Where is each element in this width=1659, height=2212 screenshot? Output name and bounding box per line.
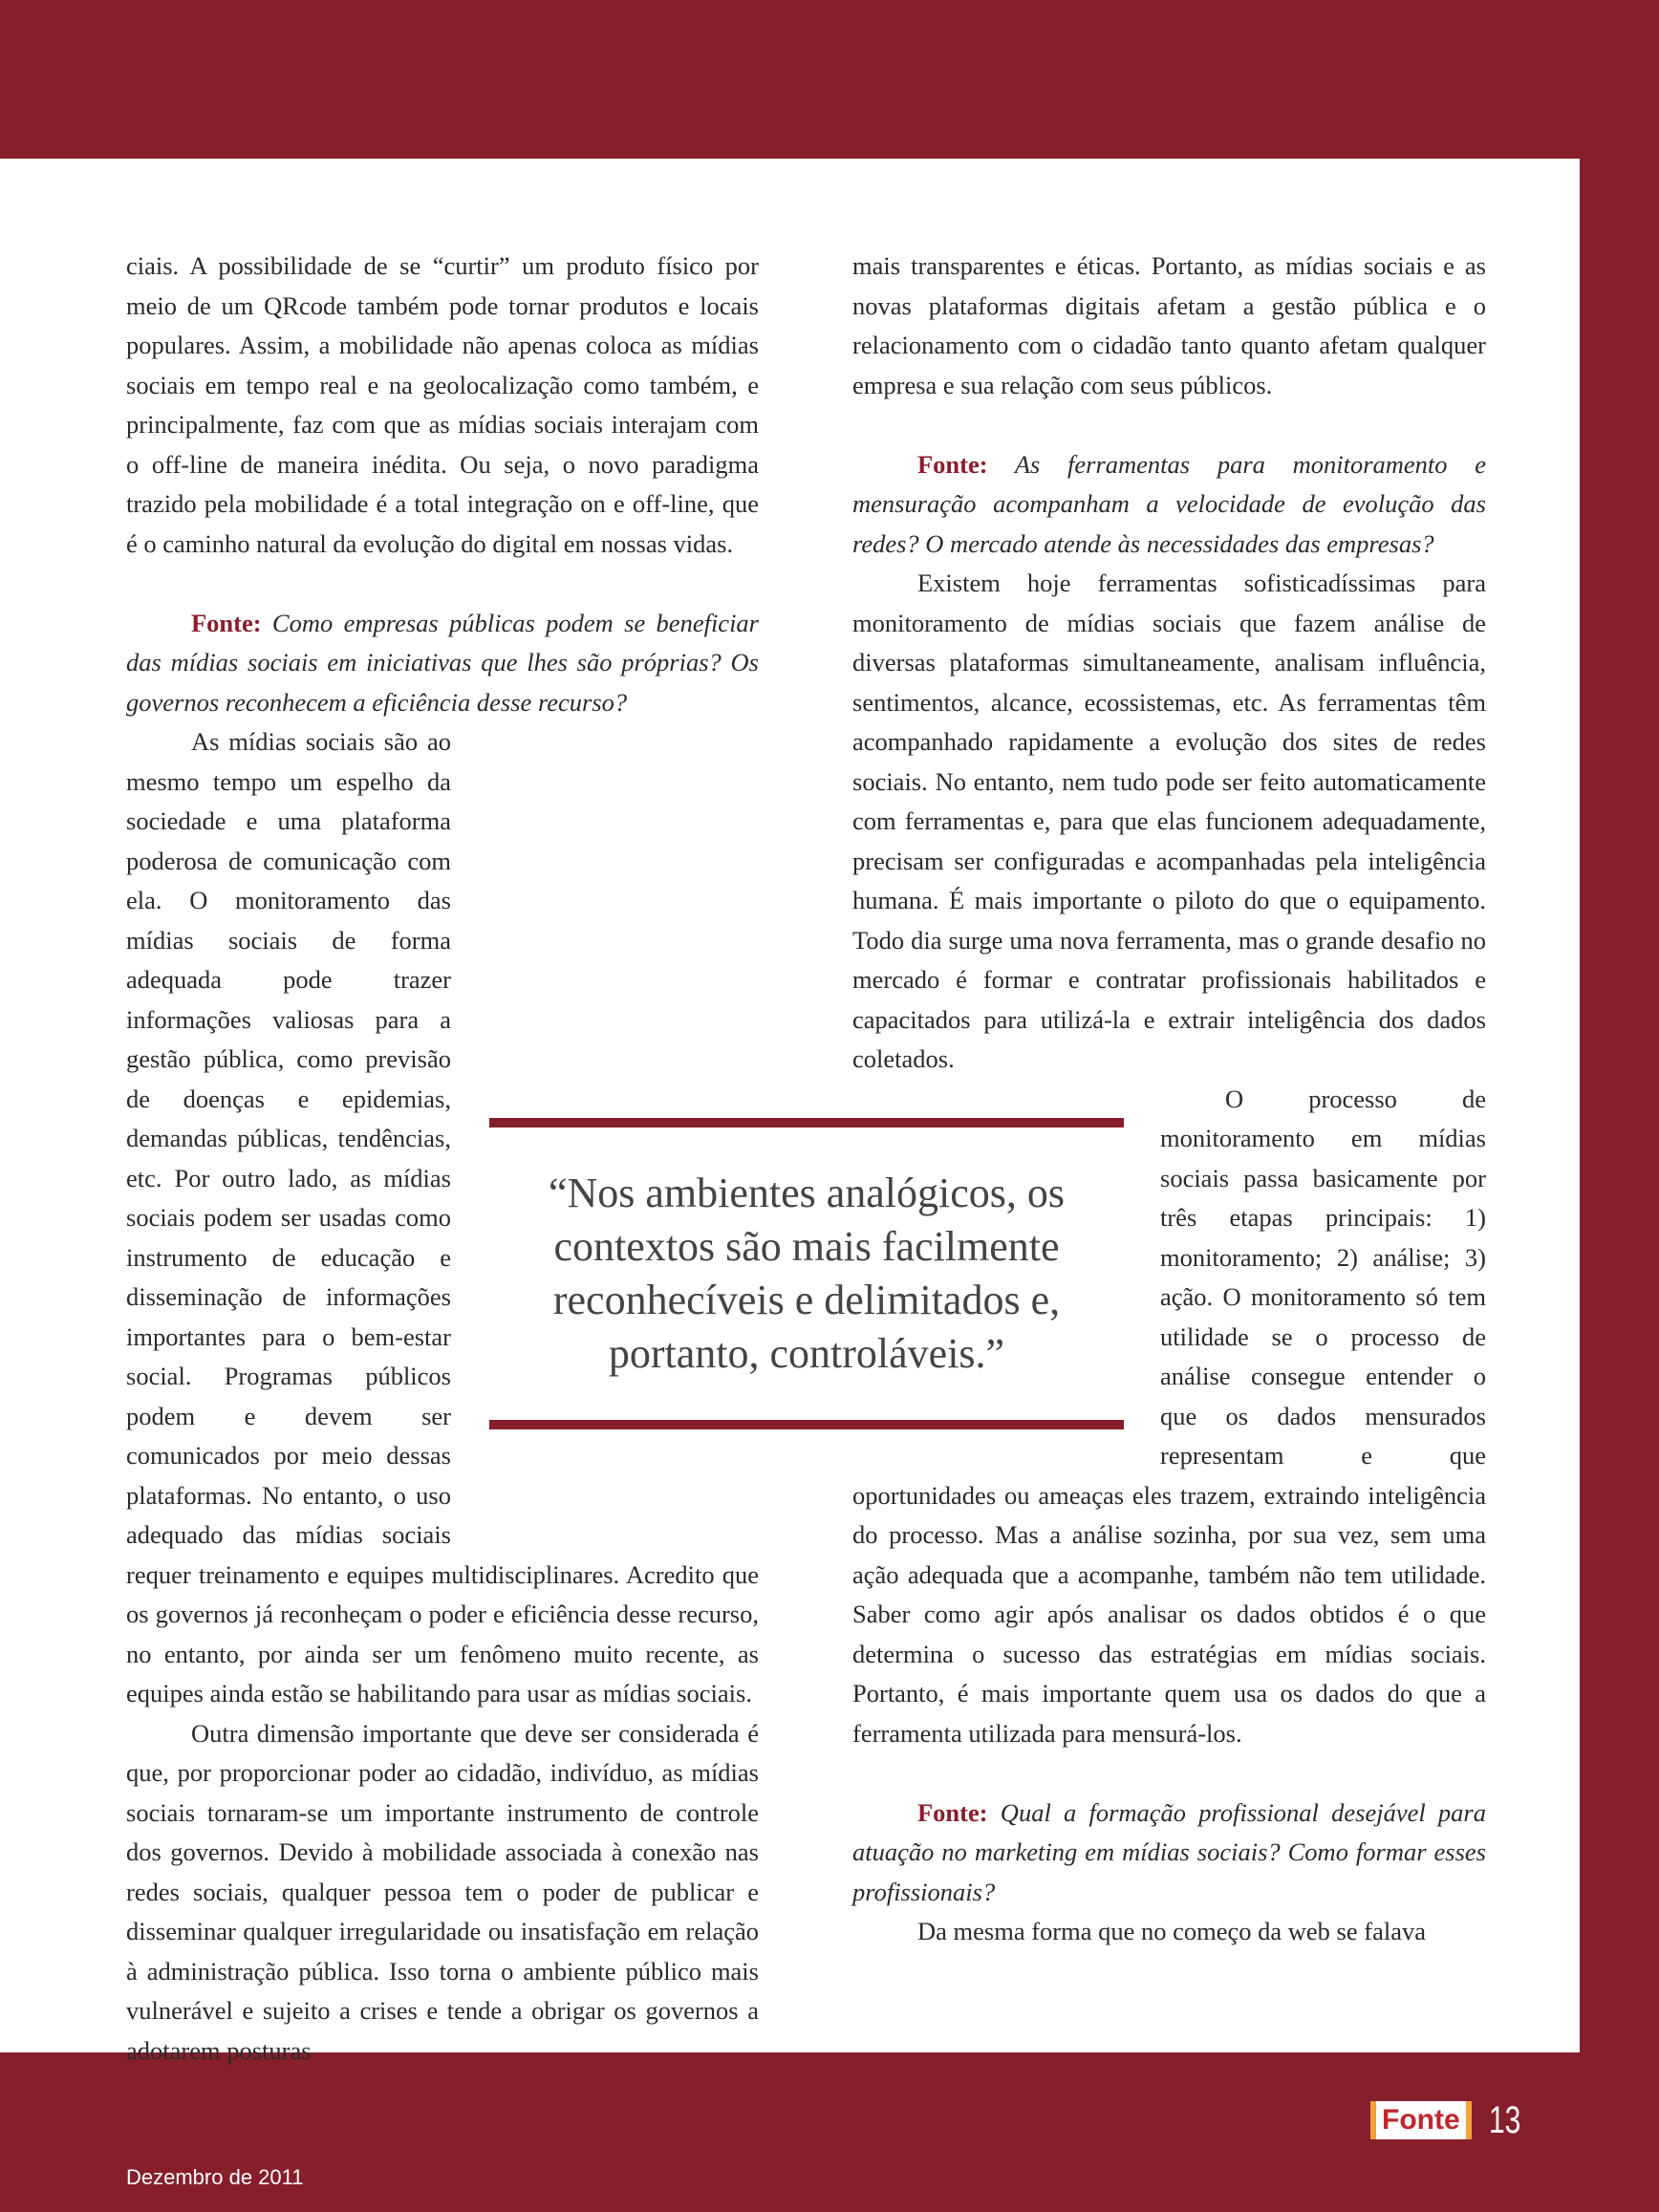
body-paragraph: ciais. A possibilidade de se “curtir” um produto físico por meio de um QRcode também pode tornar produtos e locais populares. Assim, a mobilidade não apenas coloca as mídias sociais em tempo real e na geolocalização como também, e principalmente, faz com que as mídias sociais interajam com o off-line de maneira inédita. Ou seja, o novo paradigma trazido pela mobilidade é a total integração on e off-line, que é o caminho natural da evolução do digital em nossas vidas. [126,251,759,558]
footer-branding [1370,2100,1531,2140]
body-paragraph: Outra dimensão importante que deve ser considerada é que, por proporcionar poder ao cidadão, indivíduo, as mídias sociais tornaram-se um importante instrumento de controle dos governos. Devido à mobilidade associada à conexão nas redes sociais, qualquer pessoa tem o poder de publicar e disseminar qualquer irregularidade ou insatisfação em relação à administração pública. Isso torna o ambiente público mais vulnerável e sujeito a crises e tende a obrigar os governos a adotarem posturas [126,1718,759,2065]
pull-quote-text: “Nos ambientes analógicos, os contextos são mais facilmente reconhecíveis e delimitados e, portanto, controláveis.” [548,1170,1066,1377]
issue-date: Dezembro de 2011 [126,2165,304,2189]
question-text: Qual a formação profissional desejável para atuação no marketing em mídias sociais? Como formar esses profissionais? [852,1797,1486,1906]
interview-question [126,604,759,723]
question-label: Fonte: [917,1797,988,1827]
body-paragraph: Existem hoje ferramentas sofisticadíssimas para monitoramento de mídias sociais que fazem análise de diversas plataformas simultaneamente, analisam influência, sentimentos, alcance, ecossistemas, etc. As ferramentas têm acompanhado rapidamente a evolução dos sites de redes sociais. No entanto, nem tudo pode ser feito automaticamente com ferramentas e, para que elas funcionem adequadamente, precisam ser configuradas e acompanhadas pela inteligência humana. É mais importante o piloto do que o equipamento. Todo dia surge uma nova ferramenta, mas o grande desafio no mercado é formar e contratar profissionais habilitados e capacitados para utilizá-la e extrair inteligência dos dados coletados. [852,569,1486,1073]
pull-quote [489,1118,1124,1429]
body-paragraph: mais transparentes e éticas. Portanto, as mídias sociais e as novas plataformas digitais afetam a gestão pública e o relacionamento com o cidadão tanto quanto afetam qualquer empresa e sua relação com seus públicos. [852,251,1486,399]
interview-question [852,445,1486,565]
page-number: 13 [1488,2098,1521,2141]
magazine-logo: Fonte [1370,2101,1472,2139]
question-label: Fonte: [917,449,988,479]
question-text: As ferramentas para monitoramento e mensuração acompanham a velocidade de evolução das redes? O mercado atende às necessidades das empresas? [852,449,1486,558]
body-paragraph: Da mesma forma que no começo da web se falava [917,1917,1426,1945]
body-paragraph: O processo de monitoramento em mídias sociais passa basicamente por três etapas principais: 1) monitoramento; 2) análise; 3) ação. O monitoramento só tem utilidade se o processo de análise consegue entender o que os dados mensurados representam e que oportunidades ou ameaças eles trazem, extraindo inteligência do processo. Mas a análise sozinha, por sua vez, sem uma ação adequada que a acompanhe, também não tem utilidade. Saber como agir após analisar os dados obtidos é o que determina o sucesso das estratégias em mídias sociais. Portanto, é mais importante quem usa os dados do que a ferramenta utilizada para mensurá-los. [852,1084,1486,1748]
question-label: Fonte: [191,608,262,637]
question-text: Como empresas públicas podem se beneficiar das mídias sociais em iniciativas que lhes são próprias? Os governos reconhecem a eficiência desse recurso? [126,608,759,717]
right-column [852,247,1486,1952]
interview-question [852,1793,1486,1913]
body-paragraph: As mídias sociais são ao mesmo tempo um espelho da sociedade e uma plataforma poderosa de comunicação com ela. O monitoramento das mídias sociais de forma adequada pode trazer informações valiosas para a gestão pública, como previsão de doenças e epidemias, demandas públicas, tendências, etc. Por outro lado, as mídias sociais podem ser usadas como instrumento de educação e disseminação de informações importantes para o bem-estar social. Programas públicos podem e devem ser comunicados por meio dessas plataformas. No entanto, o uso adequado das mídias sociais requer treinamento e equipes multidisciplinares. Acredito que os governos já reconheçam o poder e eficiência desse recurso, no entanto, por ainda ser um fenômeno muito recente, as equipes ainda estão se habilitando para usar as mídias sociais. [126,727,759,1707]
